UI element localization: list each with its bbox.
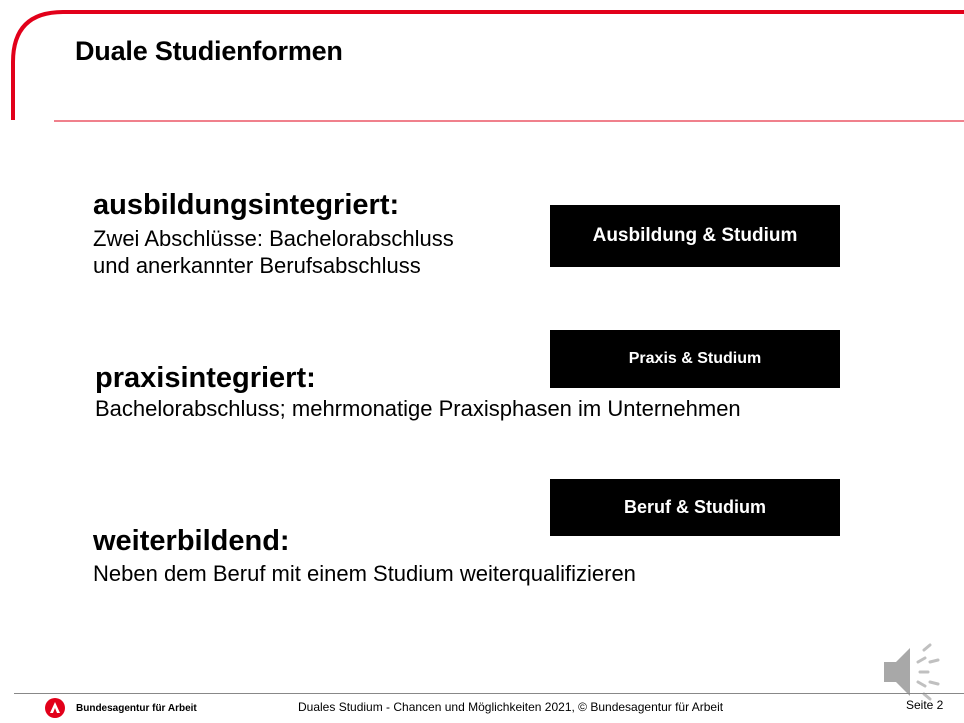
box-beruf-studium: Beruf & Studium [550,479,840,536]
speaker-icon[interactable] [880,640,944,704]
section-text-line: Bachelorabschluss; mehrmonatige Praxisphasen im Unternehmen [95,396,741,421]
section-text-line: und anerkannter Berufsabschluss [93,253,421,278]
box-praxis-studium: Praxis & Studium [550,330,840,388]
section-text-line: Zwei Abschlüsse: Bachelorabschluss [93,226,454,251]
page-number: Seite 2 [906,698,944,712]
section-text-line: Neben dem Beruf mit einem Studium weiterqualifizieren [93,561,636,586]
box-ausbildung-studium: Ausbildung & Studium [550,205,840,267]
section-heading-praxisintegriert: praxisintegriert: [95,362,316,394]
footer-center-text: Duales Studium - Chancen und Möglichkeiten 2021, © Bundesagentur für Arbeit [298,700,724,714]
ba-logo-icon [44,697,66,719]
footer-logo-text: Bundesagentur für Arbeit [76,703,197,714]
footer-divider [14,693,964,694]
section-heading-weiterbildend: weiterbildend: [93,525,290,557]
page-title: Duale Studienformen [75,36,343,66]
section-heading-ausbildungsintegriert: ausbildungsintegriert: [93,189,400,221]
